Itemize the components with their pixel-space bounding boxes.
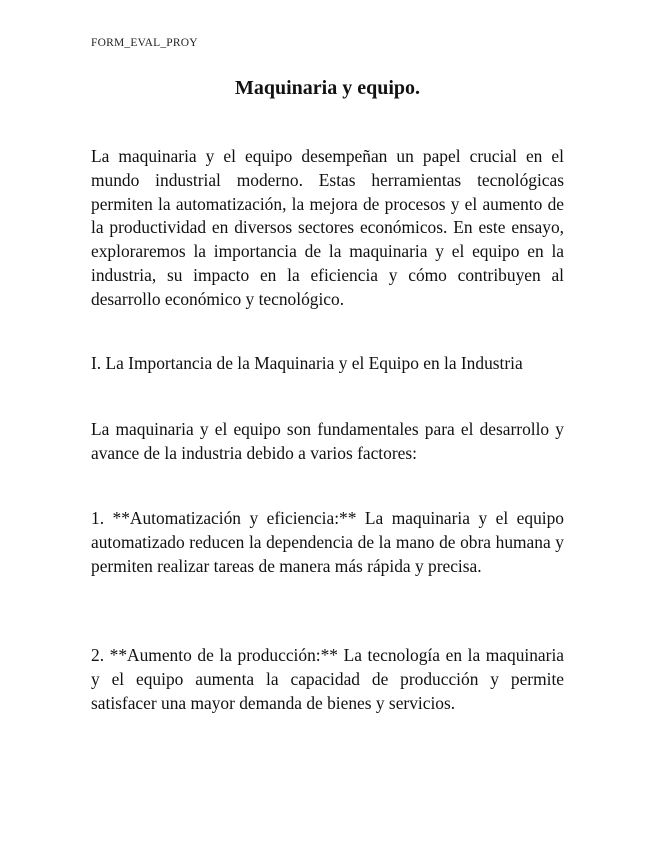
form-code-header: FORM_EVAL_PROY bbox=[91, 37, 198, 49]
list-item-automatizacion: 1. **Automatización y eficiencia:** La maquinaria y el equipo automatizado reducen la dependencia de la mano de obra humana y permiten realizar tareas de manera más rápida y precisa. bbox=[91, 508, 564, 576]
intro-paragraph: La maquinaria y el equipo desempeñan un papel crucial en el mundo industrial moderno. Estas herramientas tecnológicas permiten la automatización, la mejora de procesos y el aumento de la productividad en diversos sectores económicos. En este ensayo, exploraremos la importancia de la maquinaria y el equipo en la industria, su impacto en la eficiencia y cómo contribuyen al desarrollo económico y tecnológico. bbox=[91, 146, 564, 309]
section-intro-paragraph: La maquinaria y el equipo son fundamentales para el desarrollo y avance de la industria debido a varios factores: bbox=[91, 419, 564, 463]
section-heading: I. La Importancia de la Maquinaria y el Equipo en la Industria bbox=[91, 353, 523, 373]
list-item-produccion: 2. **Aumento de la producción:** La tecnología en la maquinaria y el equipo aumenta la capacidad de producción y permite satisfacer una mayor demanda de bienes y servicios. bbox=[91, 645, 564, 713]
document-title: Maquinaria y equipo. bbox=[234, 77, 421, 99]
